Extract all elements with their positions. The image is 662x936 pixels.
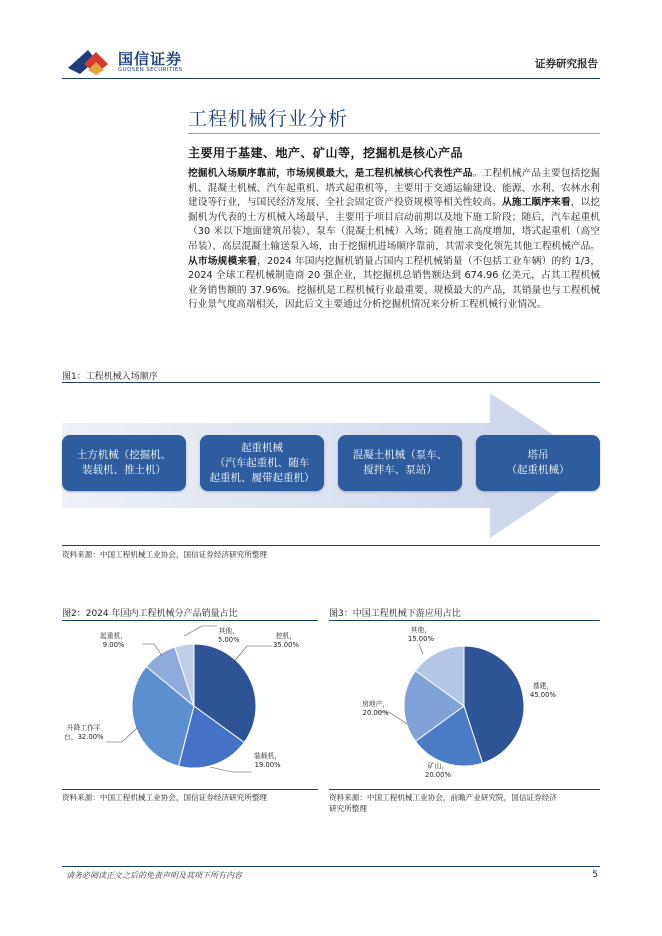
pie1-label-other: 其他， 5.00% (218, 627, 240, 644)
footer-divider (62, 866, 600, 867)
bold-text-3: 从市场规模来看 (188, 255, 258, 267)
guosen-logo-icon (66, 46, 112, 76)
flow-step-text: 起重机、履带起重机） (209, 471, 315, 484)
lead-bold-text: 挖掘机入场顺序靠前，市场规模最大，是工程机械核心代表性产品 (188, 168, 473, 179)
figure3-bottom-rule (329, 789, 600, 790)
flow-step-tower-crane (476, 435, 600, 491)
figure2-source: 资料来源：中国工程机械工业协会，国信证券经济研究所整理 (62, 793, 268, 802)
figure3-top-rule (329, 620, 600, 621)
company-name-en: GUOSEN SECURITIES (118, 67, 183, 73)
company-name-cn: 国信证券 (118, 50, 183, 68)
flow-step-text: （汽车起重机、随车 (214, 456, 310, 469)
bold-text-2: 从施工顺序来看 (502, 197, 571, 209)
flow-step-text: 装载机、推土机） (82, 464, 166, 476)
flow-step-text: 混凝土机械（泵车、 (352, 449, 448, 461)
flow-step-concrete (338, 435, 462, 491)
pie1-slices (132, 644, 256, 768)
body-paragraph (188, 167, 600, 313)
doc-type-label: 证券研究报告 (535, 58, 598, 70)
header-divider (62, 78, 600, 79)
footer-disclaimer: 请务必阅读正文之后的免责声明及其项下所有内容 (66, 871, 242, 880)
figure1-top-rule (62, 382, 600, 383)
page-number: 5 (592, 870, 598, 880)
pie1-label-loader: 装载机， 19.00% (254, 752, 282, 769)
body-text-3: ，2024 年国内挖掘机销量占国内工程机械销量（不包括工业车辆）的约 1/3，2024 全球工程机械制造商 20 强企业，其挖掘机总销售额达到 674.96 亿美元，占其工程机械业务销售额的 37.96%。挖掘机是工程机械行业最重要、规模最大的产品，其销量也与工程机械行业景气度高端相关，因此后文主要通过分析挖掘机情况来分析工程机械行业情况。 (188, 255, 601, 311)
figure1-title: 图1：工程机械入场顺序 (62, 372, 158, 382)
section-title: 工程机械行业分析 (188, 108, 349, 130)
pie1-label-crane: 起重机， 9.00% (100, 632, 128, 649)
flow-step-text: 塔吊 (527, 449, 549, 461)
pie1-label-excavator: 挖机， 35.00% (273, 632, 299, 649)
pie2-label-mining: 矿山， 20.00% (425, 762, 451, 779)
figure3-source: 资料来源：中国工程机械工业协会，前瞻产业研究院，国信证券经济 研究所整理 (329, 793, 557, 813)
figure1-source: 资料来源：中国工程机械工业协会，国信证券经济研究所整理 (62, 550, 268, 559)
pie1-label-aerial-platform: 升降工作平 台，32.00% (64, 724, 104, 741)
pie2-label-other: 其他， 15.00% (408, 626, 434, 643)
flow-step-text: 起重机械 (241, 441, 283, 454)
section-divider (188, 133, 600, 134)
flow-step-text: （起重机械） (506, 464, 570, 476)
figure2-top-rule (62, 620, 318, 621)
flow-step-earthmoving (62, 435, 186, 491)
section-subheading: 主要用于基建、地产、矿山等，挖掘机是核心产品 (188, 146, 464, 160)
pie2-label-real-estate: 房地产， 20.00% (362, 700, 390, 717)
figure2-title: 图2：2024 年国内工程机械分产品销量占比 (62, 609, 238, 619)
body-text-1: 。工程机械产品主要包括挖掘机、混凝土机械、汽车起重机、塔式起重机等，主要用于交通运输建设、能源、水利、农林水利建设等行业，与国民经济发展、全社会固定资产投资规模等相关性较高。 (188, 168, 600, 209)
flow-step-text: 土方机械（挖掘机、 (76, 449, 172, 461)
body-text-2: ，以挖掘机为代表的土方机械入场最早，主要用于项目启动前期以及地下施工阶段；随后，汽车起重机（30 米以下地面建筑吊装）、泵车（混凝土机械）入场；随着施工高度增加，塔式起重机（高空吊装）、高层混凝土输送泵入场，由于挖掘机进场顺序靠前，其需求变化领先其他工程机械产品。 (188, 197, 600, 252)
figure3-title: 图3：中国工程机械下游应用占比 (329, 609, 461, 619)
figure2-bottom-rule (62, 789, 318, 790)
figure1-bottom-rule (62, 545, 600, 546)
pie2-slices (404, 646, 524, 766)
flow-step-text: 搅拌车、泵站） (363, 464, 437, 476)
pie2-label-infrastructure: 基建， 45.00% (530, 682, 556, 699)
flow-step-lifting (200, 435, 324, 491)
